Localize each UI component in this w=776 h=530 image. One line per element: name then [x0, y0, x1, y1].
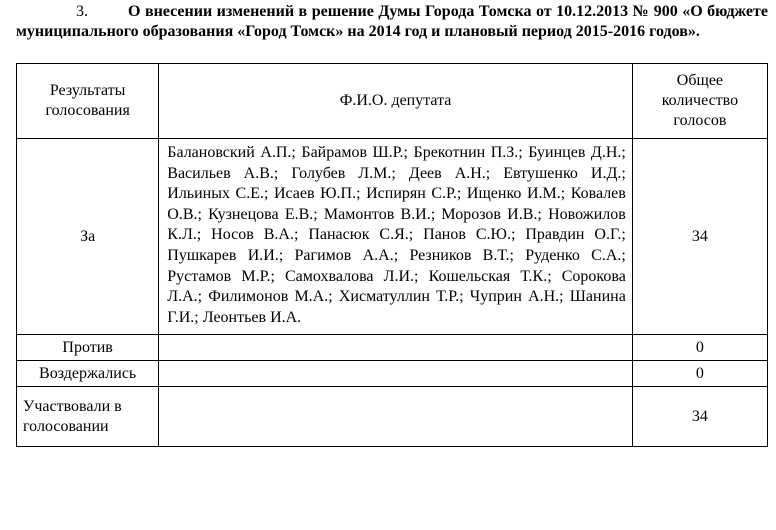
vote-count-participated: 34	[632, 387, 767, 447]
table-row-against	[17, 335, 768, 361]
header-deputy-names: Ф.И.О. депутата	[159, 64, 633, 139]
deputy-list-participated	[159, 387, 633, 447]
vote-count-against: 0	[632, 335, 767, 361]
vote-count-for: 34	[632, 139, 767, 335]
vote-count-abstained: 0	[632, 361, 767, 387]
header-total-votes: Общее количество голосов	[632, 64, 767, 139]
voting-results-table	[16, 63, 768, 447]
result-label-for: За	[17, 139, 159, 335]
table-header-row	[17, 64, 768, 139]
agenda-item-number: 3.	[76, 3, 88, 20]
table-row-for	[17, 139, 768, 335]
result-label-participated: Участвовали в голосовании	[17, 387, 159, 447]
table-row-participated	[17, 387, 768, 447]
result-label-against: Против	[17, 335, 159, 361]
table-row-abstained	[17, 361, 768, 387]
result-label-abstained: Воздержались	[17, 361, 159, 387]
deputy-list-against	[159, 335, 633, 361]
deputy-list-abstained	[159, 361, 633, 387]
agenda-item-title: О внесении изменений в решение Думы Города Томска от 10.12.2013 № 900 «О бюджете муниципального образования «Город Томск» на 2014 год и плановый период 2015-2016 годов».	[16, 3, 768, 40]
deputy-list-for: Балановский А.П.; Байрамов Ш.Р.; Брекотнин П.З.; Буинцев Д.Н.; Васильев А.В.; Голубев Л.М.; Деев А.Н.; Евтушенко И.Д.; Ильиных С.Е.; Исаев Ю.П.; Испирян С.Р.; Ищенко И.М.; Ковалев О.В.; Кузнецова Е.В.; Мамонтов В.И.; Морозов И.В.; Новожилов К.Л.; Носов В.А.; Панасюк С.Я.; Панов С.Ю.; Правдин О.Г.; Пушкарев И.И.; Рагимов А.А.; Резников В.Т.; Руденко С.А.; Рустамов М.Р.; Самохвалова Л.И.; Кошельская Т.К.; Сорокова Л.А.; Филимонов М.А.; Хисматуллин Т.Р.; Чуприн А.Н.; Шанина Г.И.; Леонтьев И.А.	[159, 139, 633, 335]
agenda-item-heading	[16, 2, 768, 42]
header-voting-result: Результаты голосования	[17, 64, 159, 139]
